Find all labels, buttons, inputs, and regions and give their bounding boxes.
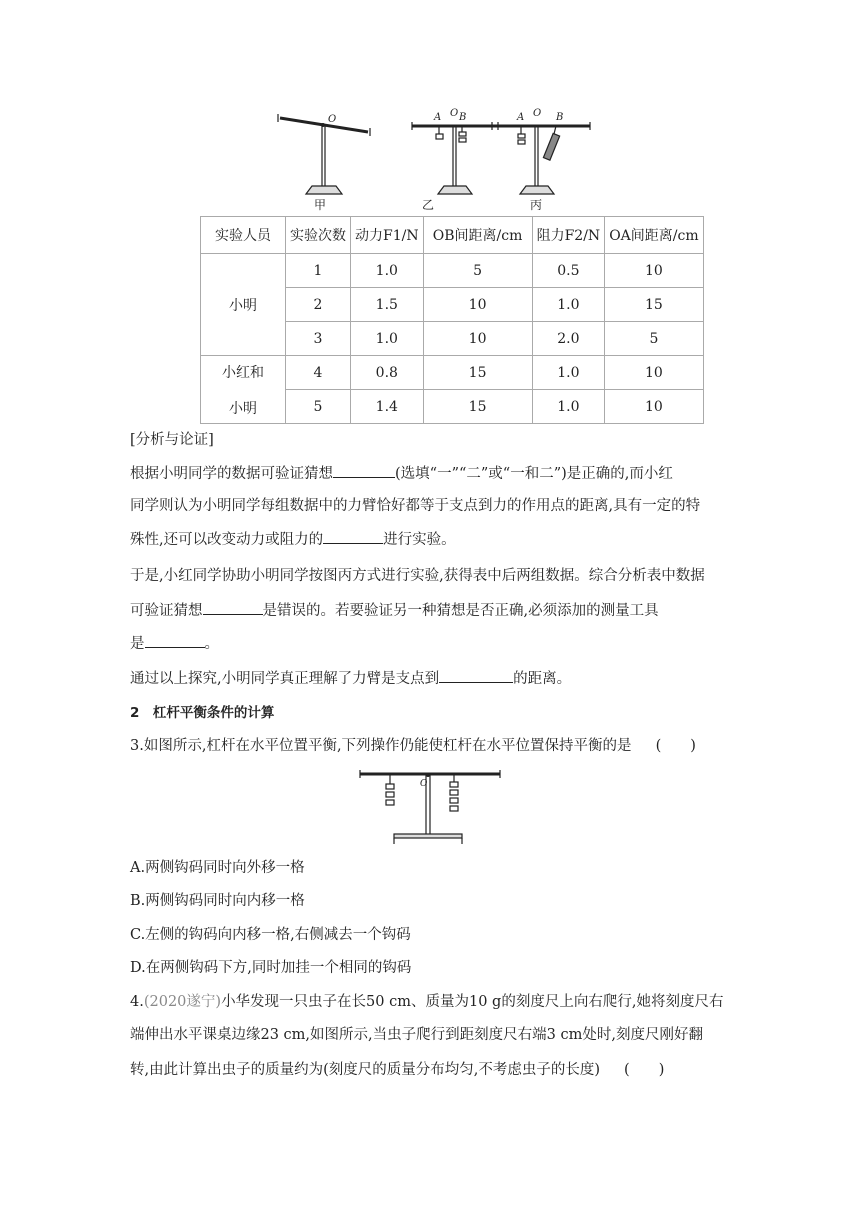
lever-figure-q3: [356, 764, 504, 848]
table-cell: 1.0: [351, 254, 424, 288]
option-d[interactable]: D.在两侧钩码下方,同时加挂一个相同的钩码: [130, 960, 412, 976]
table-cell: 3: [286, 322, 351, 356]
table-cell: 2: [286, 288, 351, 322]
table-cell: 4: [286, 356, 351, 390]
answer-blank[interactable]: [145, 633, 205, 648]
answer-blank[interactable]: [333, 463, 395, 478]
text-span: 根据小明同学的数据可验证猜想: [130, 466, 333, 482]
group-cell-line: 小红和: [222, 364, 264, 381]
option-a[interactable]: A.两侧钩码同时向外移一格: [130, 860, 305, 876]
question-text: 小华发现一只虫子在长50 cm、质量为10 g的刻度尺上向右爬行,她将刻度尺右: [221, 994, 724, 1010]
analysis-heading: [分析与论证]: [130, 432, 214, 448]
table-cell: 1.0: [351, 322, 424, 356]
point-b-label: B: [459, 112, 467, 123]
table-cell: 10: [605, 254, 703, 288]
question-text: 转,由此计算出虫子的质量约为(刻度尺的质量分布均匀,不考虑虫子的长度): [130, 1062, 601, 1078]
section-heading: 2 杠杆平衡条件的计算: [130, 705, 275, 721]
figure-label-jia: 甲: [314, 198, 327, 212]
answer-blank[interactable]: [439, 668, 513, 683]
table-cell: 1.4: [351, 390, 424, 424]
table-cell: 15: [423, 390, 532, 424]
table-cell: 1: [286, 254, 351, 288]
group-cell: [201, 356, 286, 424]
paragraph-line: 同学则认为小明同学每组数据中的力臂恰好都等于支点到力的作用点的距离,具有一定的特: [130, 498, 701, 514]
answer-paren[interactable]: ( ): [624, 1062, 665, 1078]
question-3: [130, 736, 696, 756]
paragraph-line: 于是,小红同学协助小明同学按图丙方式进行实验,获得表中后两组数据。综合分析表中数据: [130, 568, 705, 584]
question-number: 4.: [130, 994, 144, 1010]
table-cell: 0.8: [351, 356, 424, 390]
question-4-line: 端伸出水平课桌边缘23 cm,如图所示,当虫子爬行到距刻度尺右端3 cm处时,刻度尺刚好翻: [130, 1027, 703, 1043]
paragraph: [130, 463, 673, 484]
lever-figure-yi: [410, 104, 500, 199]
text-span: 的距离。: [513, 671, 572, 687]
header-cell: 实验次数: [286, 217, 351, 254]
option-b[interactable]: B.两侧钩码同时向内移一格: [130, 893, 305, 909]
table-cell: 10: [605, 356, 703, 390]
figure-label-yi: 乙: [422, 198, 435, 212]
question-4-line: [130, 1060, 664, 1080]
table-cell: 1.0: [532, 356, 605, 390]
text-span: 通过以上探究,小明同学真正理解了力臂是支点到: [130, 671, 440, 687]
text-span: 是: [130, 636, 145, 652]
table-cell: 5: [286, 390, 351, 424]
experiment-table: [200, 216, 704, 424]
table-cell: 10: [423, 322, 532, 356]
text-span: 殊性,还可以改变动力或阻力的: [130, 532, 324, 548]
table-row: [201, 254, 704, 288]
paragraph-line: [130, 600, 659, 621]
point-o-label: O: [420, 779, 428, 789]
text-span: 。: [204, 636, 219, 652]
table-cell: 5: [605, 322, 703, 356]
point-a-label: A: [517, 112, 525, 123]
text-span: 是错误的。若要验证另一种猜想是否正确,必须添加的测量工具: [262, 603, 659, 619]
figure-label-bing: 丙: [530, 198, 543, 212]
option-c[interactable]: C.左侧的钩码向内移一格,右侧减去一个钩码: [130, 927, 411, 943]
question-source: (2020遂宁): [143, 994, 222, 1010]
table-cell: 5: [423, 254, 532, 288]
table-row: [201, 356, 704, 390]
point-a-label: A: [434, 112, 442, 123]
group-cell-line: 小明: [229, 400, 257, 417]
table-cell: 15: [605, 288, 703, 322]
lever-figure-jia: [270, 104, 380, 199]
answer-blank[interactable]: [203, 600, 263, 615]
header-cell: 动力F1/N: [351, 217, 424, 254]
table-cell: 0.5: [532, 254, 605, 288]
group-cell: 小明: [201, 254, 286, 356]
paragraph-line: [130, 668, 571, 689]
paragraph-line: [130, 633, 219, 654]
lever-figure-bing: [490, 104, 600, 199]
header-cell: 实验人员: [201, 217, 286, 254]
point-o-label: O: [450, 108, 459, 119]
point-o-label: O: [533, 108, 542, 119]
answer-blank[interactable]: [323, 529, 383, 544]
point-o-label: O: [328, 114, 337, 125]
paragraph-line: [130, 529, 456, 550]
table-cell: 10: [605, 390, 703, 424]
table-cell: 2.0: [532, 322, 605, 356]
text-span: 可验证猜想: [130, 603, 203, 619]
header-cell: OB间距离/cm: [423, 217, 532, 254]
point-b-label: B: [556, 112, 564, 123]
header-cell: 阻力F2/N: [532, 217, 605, 254]
table-cell: 1.0: [532, 390, 605, 424]
answer-paren[interactable]: ( ): [655, 738, 696, 754]
table-cell: 15: [423, 356, 532, 390]
text-span: 进行实验。: [383, 532, 456, 548]
table-cell: 10: [423, 288, 532, 322]
question-text: 3.如图所示,杠杆在水平位置平衡,下列操作仍能使杠杆在水平位置保持平衡的是: [130, 738, 632, 754]
header-cell: OA间距离/cm: [605, 217, 703, 254]
table-cell: 1.0: [532, 288, 605, 322]
table-header-row: [201, 217, 704, 254]
text-span: (选填“一”“二”或“一和二”)是正确的,而小红: [395, 466, 673, 482]
question-4: [130, 992, 723, 1012]
table-cell: 1.5: [351, 288, 424, 322]
